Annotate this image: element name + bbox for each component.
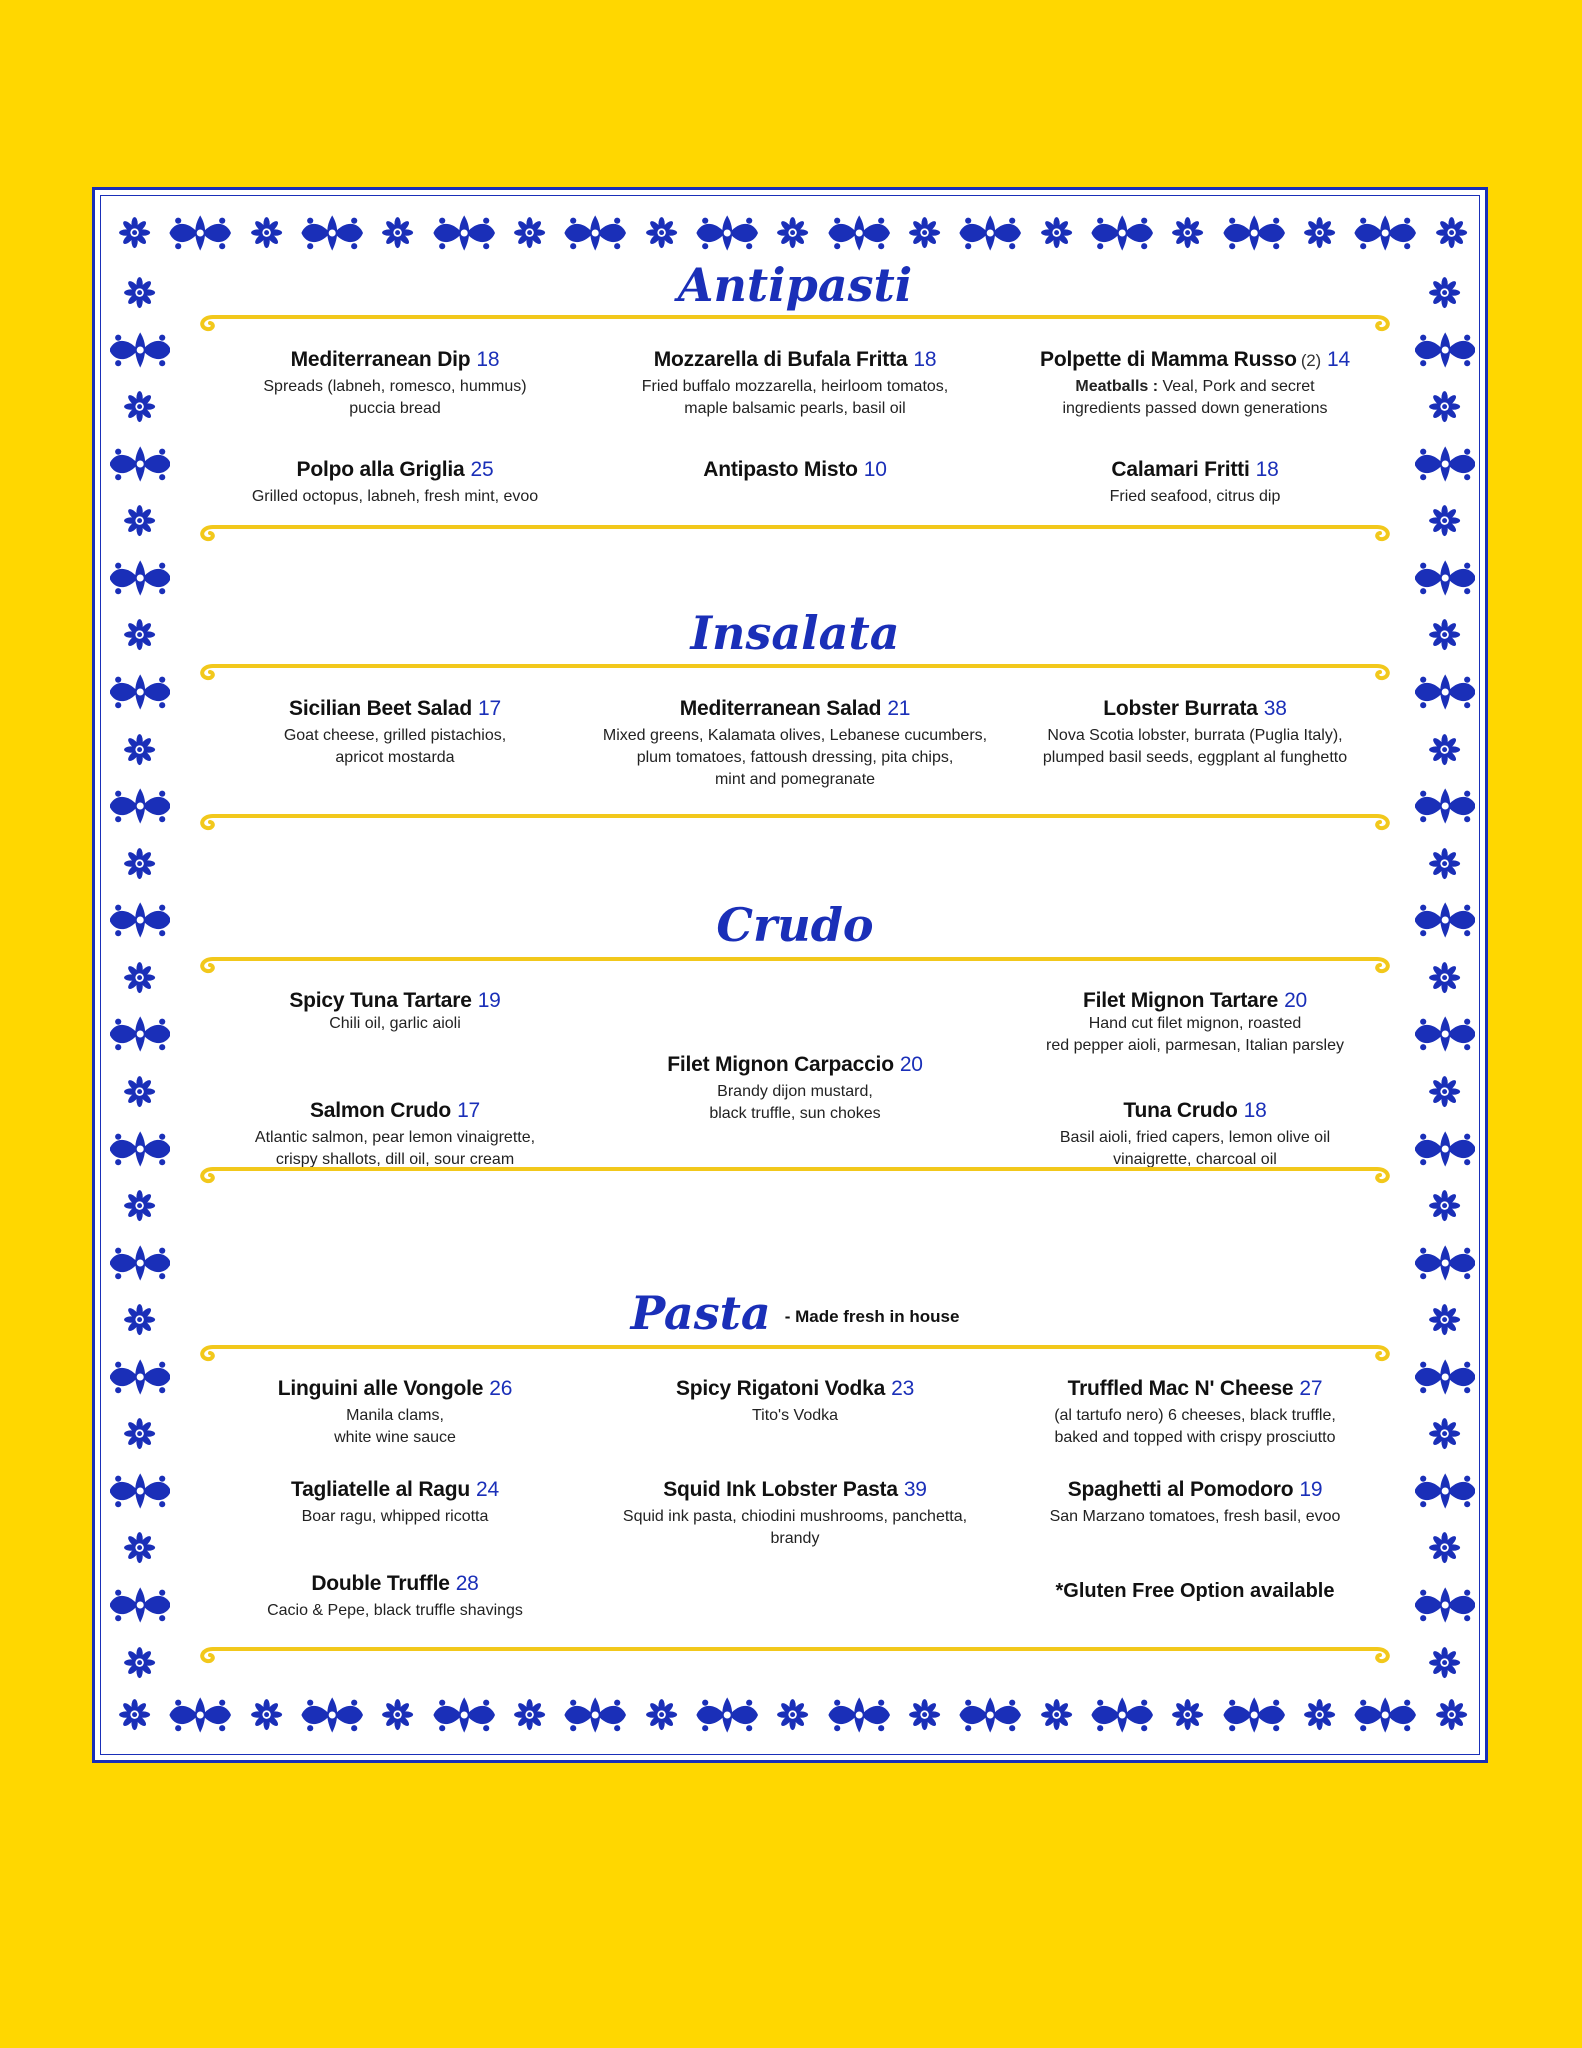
menu-item xyxy=(195,989,595,1035)
tile-flower-icon xyxy=(907,1697,942,1732)
item-name: Tuna Crudo xyxy=(1123,1099,1238,1122)
item-description: Manila clams, white wine sauce xyxy=(334,1407,456,1446)
tile-flower-icon xyxy=(1427,960,1462,995)
tile-flower-icon xyxy=(1350,1693,1420,1737)
item-price: 17 xyxy=(457,1099,481,1122)
tile-flower-icon xyxy=(380,1697,415,1732)
tile-flower-icon xyxy=(1427,1530,1462,1565)
tile-flower-icon xyxy=(1219,1693,1289,1737)
tile-flower-icon xyxy=(1415,898,1475,942)
item-name: Spaghetti al Pomodoro xyxy=(1067,1478,1294,1501)
item-price: 18 xyxy=(1255,458,1279,481)
tile-flower-icon xyxy=(110,1355,170,1399)
item-description: Atlantic salmon, pear lemon vinaigrette, crispy shallots, dill oil, sour cream xyxy=(254,1129,536,1168)
tile-flower-icon xyxy=(907,215,942,250)
item-price: 20 xyxy=(1284,989,1308,1012)
item-price: 10 xyxy=(863,458,887,481)
item-price: 20 xyxy=(899,1053,923,1076)
menu-item xyxy=(995,989,1395,1057)
item-description: Fried buffalo mozzarella, heirloom tomatos, maple balsamic pearls, basil oil xyxy=(641,378,949,417)
tile-flower-icon xyxy=(122,1645,157,1680)
menu-item xyxy=(575,1478,1015,1550)
tile-flower-icon xyxy=(249,215,284,250)
item-name: Sicilian Beet Salad xyxy=(289,697,472,720)
tile-flower-icon xyxy=(560,1693,630,1737)
tile-flower-icon xyxy=(110,1127,170,1171)
tile-border-left xyxy=(110,275,170,1680)
item-description: Spreads (labneh, romesco, hummus) puccia bread xyxy=(263,378,527,417)
item-price: 19 xyxy=(477,989,501,1012)
menu-item xyxy=(575,697,1015,791)
item-name: Calamari Fritti xyxy=(1111,458,1250,481)
tile-flower-icon xyxy=(110,898,170,942)
tile-flower-icon xyxy=(775,1697,810,1732)
item-price: 19 xyxy=(1299,1478,1323,1501)
tile-flower-icon xyxy=(1415,1469,1475,1513)
tile-flower-icon xyxy=(122,846,157,881)
menu-item xyxy=(995,348,1395,420)
footnote-text: *Gluten Free Option available xyxy=(1055,1580,1335,1602)
tile-flower-icon xyxy=(1427,275,1462,310)
tile-flower-icon xyxy=(165,1693,235,1737)
item-description: Basil aioli, fried capers, lemon olive oil vinaigrette, charcoal oil xyxy=(1059,1129,1331,1168)
tile-flower-icon xyxy=(1427,503,1462,538)
item-name: Mozzarella di Bufala Fritta xyxy=(653,348,908,371)
tile-flower-icon xyxy=(1415,784,1475,828)
tile-flower-icon xyxy=(692,211,762,255)
menu-item xyxy=(195,1377,595,1449)
menu-item xyxy=(995,1377,1395,1449)
item-description: Squid ink pasta, chiodini mushrooms, panchetta, brandy xyxy=(622,1508,968,1547)
tile-flower-icon xyxy=(1415,1241,1475,1285)
item-description: San Marzano tomatoes, fresh basil, evoo xyxy=(1049,1508,1341,1525)
scroll-divider xyxy=(195,1339,1395,1363)
item-name: Squid Ink Lobster Pasta xyxy=(663,1478,898,1501)
menu-item xyxy=(995,697,1395,769)
item-price: 23 xyxy=(891,1377,915,1400)
tile-flower-icon xyxy=(117,215,152,250)
item-description: Nova Scotia lobster, burrata (Puglia Italy), plumped basil seeds, eggplant al funghetto xyxy=(1042,727,1348,766)
tile-flower-icon xyxy=(110,784,170,828)
tile-flower-icon xyxy=(644,215,679,250)
menu-item xyxy=(195,697,595,769)
tile-flower-icon xyxy=(1415,1583,1475,1627)
item-price: 28 xyxy=(455,1572,479,1595)
tile-flower-icon xyxy=(110,1241,170,1285)
item-name: Polpette di Mamma Russo xyxy=(1040,348,1297,371)
tile-flower-icon xyxy=(1087,211,1157,255)
tile-flower-icon xyxy=(380,215,415,250)
tile-flower-icon xyxy=(110,328,170,372)
item-description-lead: Meatballs : xyxy=(1075,378,1163,395)
menu-item xyxy=(195,1478,595,1528)
tile-flower-icon xyxy=(1427,1302,1462,1337)
menu-content xyxy=(195,260,1395,1680)
item-name: Spicy Rigatoni Vodka xyxy=(675,1377,886,1400)
menu-item xyxy=(195,1572,595,1622)
tile-flower-icon xyxy=(1415,670,1475,714)
tile-border-bottom xyxy=(117,1687,1469,1743)
tile-flower-icon xyxy=(644,1697,679,1732)
scroll-divider xyxy=(195,808,1395,832)
item-name: Filet Mignon Carpaccio xyxy=(667,1053,894,1076)
item-description: Mixed greens, Kalamata olives, Lebanese cucumbers, plum tomatoes, fattoush dressing, pita chips, mint and pomegranate xyxy=(602,727,988,788)
tile-flower-icon xyxy=(1415,1012,1475,1056)
tile-flower-icon xyxy=(122,1074,157,1109)
item-name: Mediterranean Salad xyxy=(679,697,882,720)
item-description: Tito's Vodka xyxy=(751,1407,839,1424)
tile-flower-icon xyxy=(110,1583,170,1627)
tile-flower-icon xyxy=(122,1416,157,1451)
menu-item xyxy=(595,348,995,420)
tile-flower-icon xyxy=(692,1693,762,1737)
menu-item xyxy=(595,458,995,482)
item-name: Lobster Burrata xyxy=(1103,697,1258,720)
item-name: Spicy Tuna Tartare xyxy=(289,989,472,1012)
tile-flower-icon xyxy=(1434,215,1469,250)
section-title: Crudo xyxy=(716,898,874,952)
menu-item xyxy=(995,1478,1395,1528)
tile-flower-icon xyxy=(110,442,170,486)
tile-flower-icon xyxy=(1170,1697,1205,1732)
item-price: 27 xyxy=(1299,1377,1323,1400)
tile-flower-icon xyxy=(1415,1355,1475,1399)
item-description: Goat cheese, grilled pistachios, apricot mostarda xyxy=(283,727,507,766)
item-price: 26 xyxy=(489,1377,513,1400)
scroll-divider xyxy=(195,1161,1395,1185)
section-note: - Made fresh in house xyxy=(784,1307,960,1326)
menu-item xyxy=(195,348,595,420)
scroll-divider xyxy=(195,1641,1395,1665)
tile-flower-icon xyxy=(1039,215,1074,250)
tile-flower-icon xyxy=(1427,1645,1462,1680)
tile-flower-icon xyxy=(512,1697,547,1732)
tile-flower-icon xyxy=(122,617,157,652)
menu-item xyxy=(995,458,1395,508)
tile-flower-icon xyxy=(122,960,157,995)
menu-item xyxy=(595,1053,995,1125)
item-description: Brandy dijon mustard, black truffle, sun chokes xyxy=(709,1083,881,1122)
tile-flower-icon xyxy=(1427,1074,1462,1109)
tile-flower-icon xyxy=(1427,846,1462,881)
item-description: Fried seafood, citrus dip xyxy=(1109,488,1281,505)
tile-flower-icon xyxy=(110,670,170,714)
item-price: 25 xyxy=(470,458,494,481)
tile-flower-icon xyxy=(1427,389,1462,424)
tile-flower-icon xyxy=(122,1302,157,1337)
tile-flower-icon xyxy=(1039,1697,1074,1732)
scroll-divider xyxy=(195,519,1395,543)
tile-flower-icon xyxy=(110,1012,170,1056)
section-title: Pasta xyxy=(630,1286,771,1340)
tile-flower-icon xyxy=(297,1693,367,1737)
tile-flower-icon xyxy=(110,556,170,600)
item-name: Linguini alle Vongole xyxy=(277,1377,484,1400)
gluten-free-note xyxy=(995,1580,1395,1603)
tile-flower-icon xyxy=(1415,442,1475,486)
item-name: Mediterranean Dip xyxy=(290,348,471,371)
item-description: Boar ragu, whipped ricotta xyxy=(301,1508,489,1525)
item-name: Double Truffle xyxy=(311,1572,450,1595)
item-name: Salmon Crudo xyxy=(309,1099,452,1122)
tile-flower-icon xyxy=(1415,328,1475,372)
tile-flower-icon xyxy=(117,1697,152,1732)
item-price: 38 xyxy=(1263,697,1287,720)
item-price: 18 xyxy=(1243,1099,1267,1122)
item-description-text: Veal, Pork and secret ingredients passed down generations xyxy=(1062,378,1328,417)
tile-flower-icon xyxy=(1170,215,1205,250)
tile-flower-icon xyxy=(824,211,894,255)
item-description: Chili oil, garlic aioli xyxy=(329,1015,461,1032)
tile-flower-icon xyxy=(1302,1697,1337,1732)
scroll-divider xyxy=(195,951,1395,975)
tile-flower-icon xyxy=(297,211,367,255)
tile-flower-icon xyxy=(775,215,810,250)
item-price: 18 xyxy=(476,348,500,371)
tile-flower-icon xyxy=(429,211,499,255)
tile-flower-icon xyxy=(249,1697,284,1732)
tile-flower-icon xyxy=(1219,211,1289,255)
tile-flower-icon xyxy=(1302,215,1337,250)
item-description: (al tartufo nero) 6 cheeses, black truffle, baked and topped with crispy prosciutto xyxy=(1054,1407,1336,1446)
item-quantity: (2) xyxy=(1300,351,1321,370)
tile-flower-icon xyxy=(429,1693,499,1737)
scroll-divider xyxy=(195,658,1395,682)
tile-flower-icon xyxy=(122,1530,157,1565)
item-name: Tagliatelle al Ragu xyxy=(291,1478,471,1501)
tile-flower-icon xyxy=(1427,1188,1462,1223)
tile-border-right xyxy=(1415,275,1475,1680)
item-price: 24 xyxy=(476,1478,499,1501)
item-price: 17 xyxy=(477,697,501,720)
tile-flower-icon xyxy=(1350,211,1420,255)
tile-flower-icon xyxy=(122,275,157,310)
menu-item xyxy=(195,458,595,508)
item-description xyxy=(995,376,1395,420)
tile-flower-icon xyxy=(1427,732,1462,767)
scroll-divider xyxy=(195,309,1395,333)
item-description: Cacio & Pepe, black truffle shavings xyxy=(267,1602,523,1619)
item-price: 14 xyxy=(1327,348,1350,371)
item-name: Polpo alla Griglia xyxy=(296,458,465,481)
item-description: Grilled octopus, labneh, fresh mint, evoo xyxy=(251,488,539,505)
tile-flower-icon xyxy=(122,1188,157,1223)
tile-flower-icon xyxy=(1427,617,1462,652)
menu-card xyxy=(92,187,1488,1763)
tile-flower-icon xyxy=(165,211,235,255)
tile-flower-icon xyxy=(122,389,157,424)
item-description: Hand cut filet mignon, roasted red pepper aioli, parmesan, Italian parsley xyxy=(1046,1015,1344,1054)
item-name: Filet Mignon Tartare xyxy=(1082,989,1279,1012)
tile-flower-icon xyxy=(122,503,157,538)
tile-flower-icon xyxy=(110,1469,170,1513)
tile-flower-icon xyxy=(1415,556,1475,600)
tile-flower-icon xyxy=(955,1693,1025,1737)
item-price: 21 xyxy=(887,697,911,720)
tile-flower-icon xyxy=(512,215,547,250)
tile-flower-icon xyxy=(560,211,630,255)
tile-flower-icon xyxy=(955,211,1025,255)
tile-border-top xyxy=(117,205,1469,261)
item-price: 18 xyxy=(913,348,937,371)
section-title: Antipasti xyxy=(677,258,913,312)
tile-flower-icon xyxy=(824,1693,894,1737)
tile-flower-icon xyxy=(1415,1127,1475,1171)
section-title-row xyxy=(195,1288,1395,1342)
item-price: 39 xyxy=(903,1478,927,1501)
tile-flower-icon xyxy=(1087,1693,1157,1737)
menu-item xyxy=(595,1377,995,1427)
tile-flower-icon xyxy=(122,732,157,767)
item-name: Antipasto Misto xyxy=(703,458,858,481)
item-name: Truffled Mac N' Cheese xyxy=(1067,1377,1294,1400)
section-title: Insalata xyxy=(690,606,900,660)
tile-flower-icon xyxy=(1434,1697,1469,1732)
tile-flower-icon xyxy=(1427,1416,1462,1451)
